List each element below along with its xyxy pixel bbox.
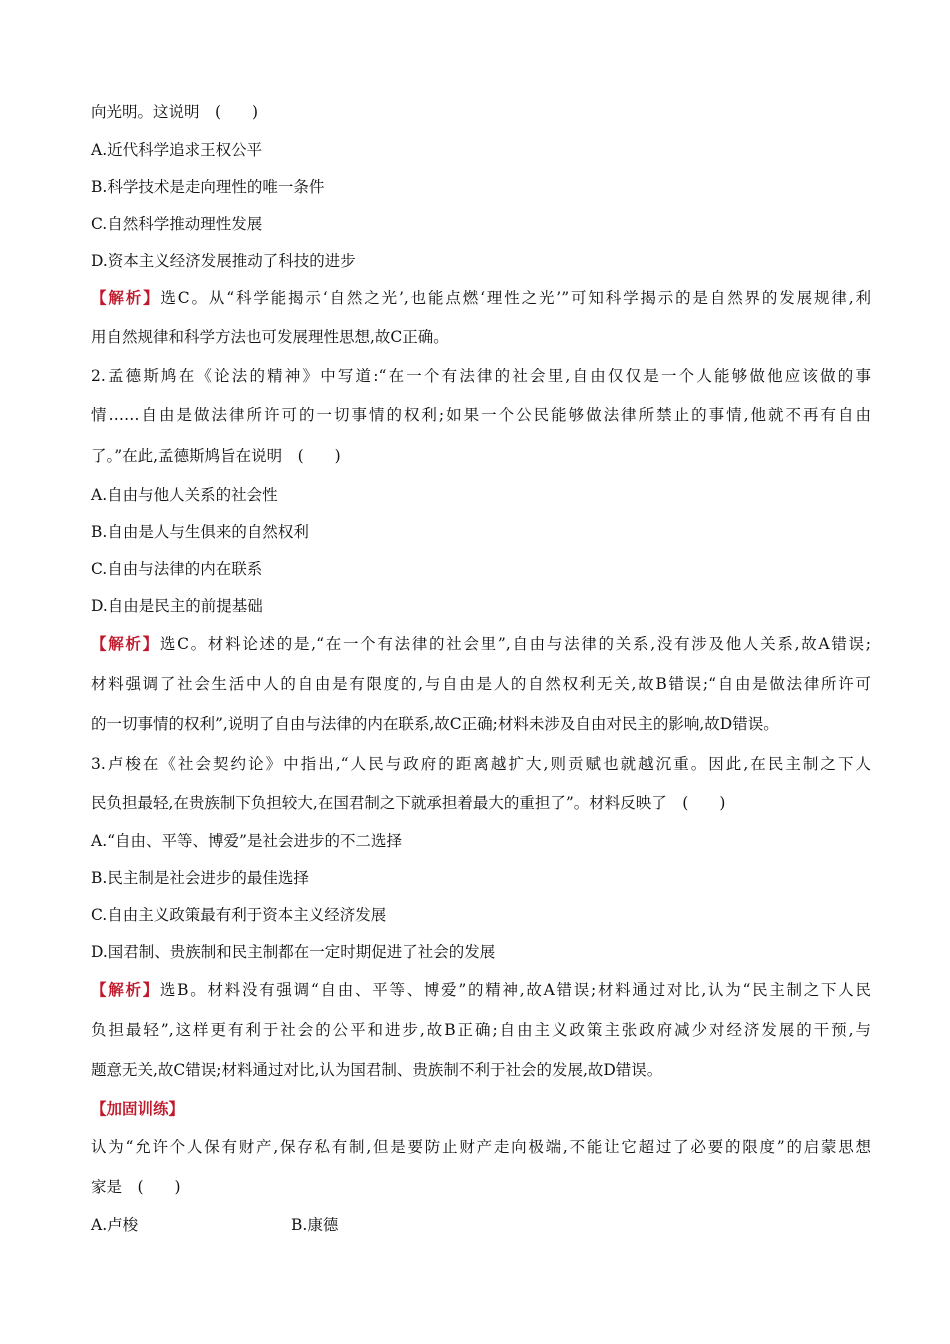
q1-stem-tail: 向光明。这说明 ( ) [91,103,259,121]
q2-analysis-line-1: 【解析】选C。材料论述的是,“在一个有法律的社会里”,自由与法律的关系,没有涉及他人关系,故A错误; [91,634,871,653]
q2-analysis-line-3: 的一切事情的权利”,说明了自由与法律的内在联系,故C正确;材料未涉及自由对民主的影响,故D错误。 [91,715,779,733]
q1-analysis-line-1: 【解析】选C。从“科学能揭示‘自然之光’,也能点燃‘理性之光’”可知科学揭示的是自然界的发展规律,利 [91,288,871,307]
q2-option-c: C.自由与法律的内在联系 [91,560,263,578]
q1-option-c: C.自然科学推动理性发展 [91,215,263,233]
q1-analysis-line-2: 用自然规律和科学方法也可发展理性思想,故C正确。 [91,328,449,346]
q2-stem-line-3: 了。”在此,孟德斯鸠旨在说明 ( ) [91,447,341,465]
extra-stem-line-1: 认为“允许个人保有财产,保存私有制,但是要防止财产走向极端,不能让它超过了必要的限度”的启蒙思想 [91,1138,871,1156]
extra-option-a: A.卢梭 [91,1216,139,1234]
q1-option-d: D.资本主义经济发展推动了科技的进步 [91,252,356,270]
extra-stem-line-2: 家是 ( ) [91,1178,181,1196]
q3-option-a: A.“自由、平等、博爱”是社会进步的不二选择 [91,832,402,850]
q3-option-c: C.自由主义政策最有利于资本主义经济发展 [91,906,387,924]
q2-analysis-line-2: 材料强调了社会生活中人的自由是有限度的,与自由是人的自然权利无关,故B错误;“自由是做法律所许可 [91,675,871,693]
q1-option-b: B.科学技术是走向理性的唯一条件 [91,178,325,196]
extra-option-b: B.康德 [291,1216,339,1234]
q3-stem-line-2: 民负担最轻,在贵族制下负担较大,在国君制之下就承担着最大的重担了”。材料反映了 ( ) [91,794,726,812]
q3-option-d: D.国君制、贵族制和民主制都在一定时期促进了社会的发展 [91,943,496,961]
q3-analysis-line-2: 负担最轻”,这样更有利于社会的公平和进步,故B正确;自由主义政策主张政府减少对经济发展的干预,与 [91,1021,871,1039]
q2-stem-line-1: 2.孟德斯鸠在《论法的精神》中写道:“在一个有法律的社会里,自由仅仅是一个人能够做他应该做的事 [91,367,871,385]
reinforcement-heading: 【加固训练】 [91,1099,185,1118]
analysis-tag: 【解析】 [91,288,161,307]
q3-option-b: B.民主制是社会进步的最佳选择 [91,869,309,887]
analysis-tag: 【解析】 [91,634,160,653]
q2-option-d: D.自由是民主的前提基础 [91,597,263,615]
q3-stem-line-1: 3.卢梭在《社会契约论》中指出,“人民与政府的距离越扩大,则贡赋也就越沉重。因此,在民主制之下人 [91,755,871,773]
analysis-tag: 【解析】 [91,980,160,999]
q1-option-a: A.近代科学追求王权公平 [91,141,263,159]
q3-analysis-line-3: 题意无关,故C错误;材料通过对比,认为国君制、贵族制不利于社会的发展,故D错误。 [91,1061,663,1079]
extra-options-row [91,1215,491,1235]
q2-option-a: A.自由与他人关系的社会性 [91,486,278,504]
q2-stem-line-2: 情……自由是做法律所许可的一切事情的权利;如果一个公民能够做法律所禁止的事情,他就不再有自由 [91,406,871,424]
q2-option-b: B.自由是人与生俱来的自然权利 [91,523,309,541]
q3-analysis-line-1: 【解析】选B。材料没有强调“自由、平等、博爱”的精神,故A错误;材料通过对比,认为“民主制之下人民 [91,980,871,999]
